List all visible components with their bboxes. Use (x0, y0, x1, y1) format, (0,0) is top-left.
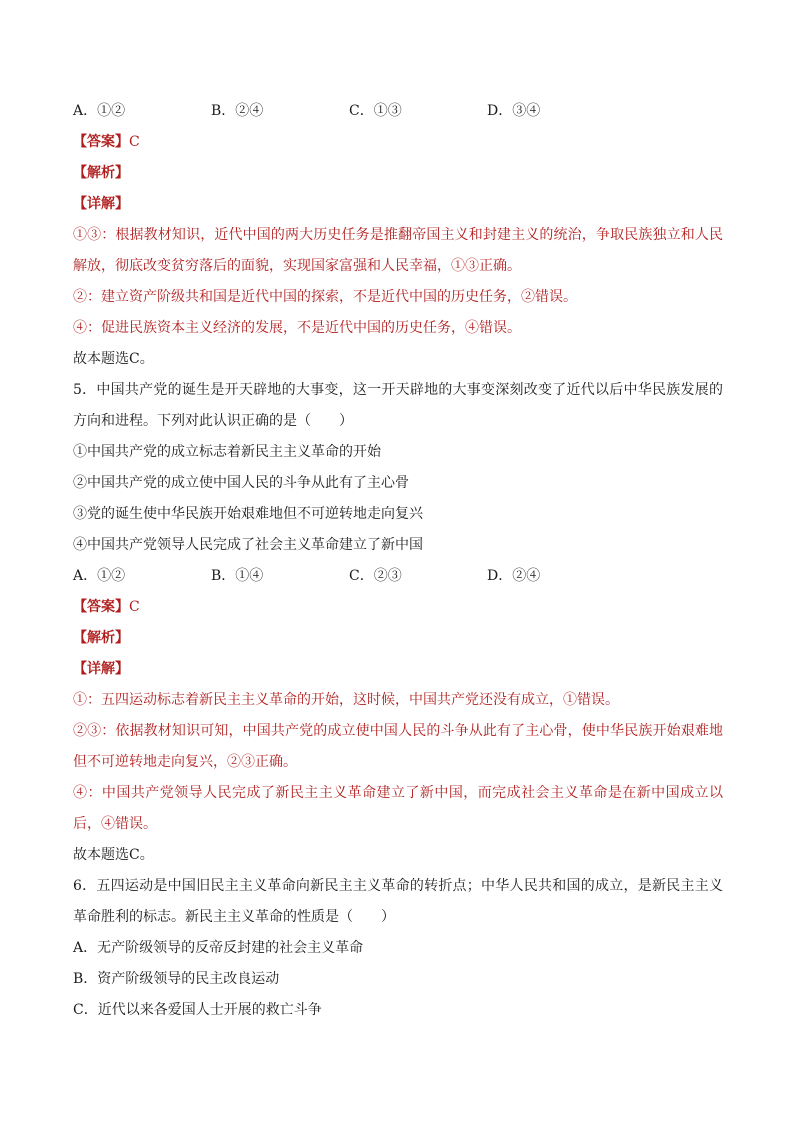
q4-answer (73, 127, 723, 158)
q5-detail-1: ①：五四运动标志着新民主主义革命的开始，这时候，中国共产党还没有成立，①错误。 (73, 692, 619, 708)
q6-stem: 6．五四运动是中国旧民主主义革命向新民主主义革命的转折点；中华人民共和国的成立，是新民主主义革命胜利的标志。新民主主义革命的性质是（ ） (73, 878, 723, 925)
q4-options (73, 96, 723, 127)
q6-option-b: B．资产阶级领导的民主改良运动 (73, 971, 280, 987)
q5-analysis-heading (73, 623, 723, 654)
q5-statement-4: ④中国共产党领导人民完成了社会主义革命建立了新中国 (73, 537, 423, 553)
answer-tag: 【答案】 (73, 599, 129, 615)
q6-option-a: A．无产阶级领导的反帝反封建的社会主义革命 (73, 940, 364, 956)
q5-option-d: D．②④ (487, 568, 541, 584)
detail-tag: 【详解】 (73, 196, 129, 212)
document-page (73, 96, 723, 1026)
q5-stem: 5．中国共产党的诞生是开天辟地的大事变，这一开天辟地的大事变深刻改变了近代以后中华民族发展的方向和进程。下列对此认识正确的是（ ） (73, 382, 723, 429)
answer-value: C (129, 134, 140, 150)
detail-tag: 【详解】 (73, 661, 129, 677)
q5-detail-2: ②③：依据教材知识可知，中国共产党的成立使中国人民的斗争从此有了主心骨，使中华民族开始艰难地但不可逆转地走向复兴，②③正确。 (73, 723, 723, 770)
q5-answer (73, 592, 723, 623)
analysis-tag: 【解析】 (73, 165, 129, 181)
q5-options (73, 561, 723, 592)
analysis-tag: 【解析】 (73, 630, 129, 646)
q4-detail-1: ①③：根据教材知识，近代中国的两大历史任务是推翻帝国主义和封建主义的统治，争取民族独立和人民解放，彻底改变贫穷落后的面貌，实现国家富强和人民幸福，①③正确。 (73, 227, 723, 274)
q4-detail-2: ②：建立资产阶级共和国是近代中国的探索，不是近代中国的历史任务，②错误。 (73, 289, 577, 305)
q5-statement-3: ③党的诞生使中华民族开始艰难地但不可逆转地走向复兴 (73, 506, 423, 522)
q5-detail-3: ④：中国共产党领导人民完成了新民主主义革命建立了新中国，而完成社会主义革命是在新中国成立以后，④错误。 (73, 785, 723, 832)
q4-option-a: A．①② (73, 103, 126, 119)
q4-option-b: B．②④ (211, 103, 264, 119)
q4-detail-3: ④：促进民族资本主义经济的发展，不是近代中国的历史任务，④错误。 (73, 320, 521, 336)
q4-option-c: C．①③ (349, 103, 402, 119)
q4-detail-heading (73, 189, 723, 220)
answer-value: C (129, 599, 140, 615)
answer-tag: 【答案】 (73, 134, 129, 150)
q5-statement-1: ①中国共产党的成立标志着新民主主义革命的开始 (73, 444, 381, 460)
q6-option-c: C．近代以来各爱国人士开展的救亡斗争 (73, 1002, 322, 1018)
q5-conclusion: 故本题选C。 (73, 847, 154, 863)
q5-option-b: B．①④ (211, 568, 264, 584)
q5-detail-heading (73, 654, 723, 685)
q5-option-c: C．②③ (349, 568, 402, 584)
q5-option-a: A．①② (73, 568, 126, 584)
q4-analysis-heading (73, 158, 723, 189)
q4-option-d: D．③④ (487, 103, 541, 119)
q5-statement-2: ②中国共产党的成立使中国人民的斗争从此有了主心骨 (73, 475, 409, 491)
q4-conclusion: 故本题选C。 (73, 351, 154, 367)
